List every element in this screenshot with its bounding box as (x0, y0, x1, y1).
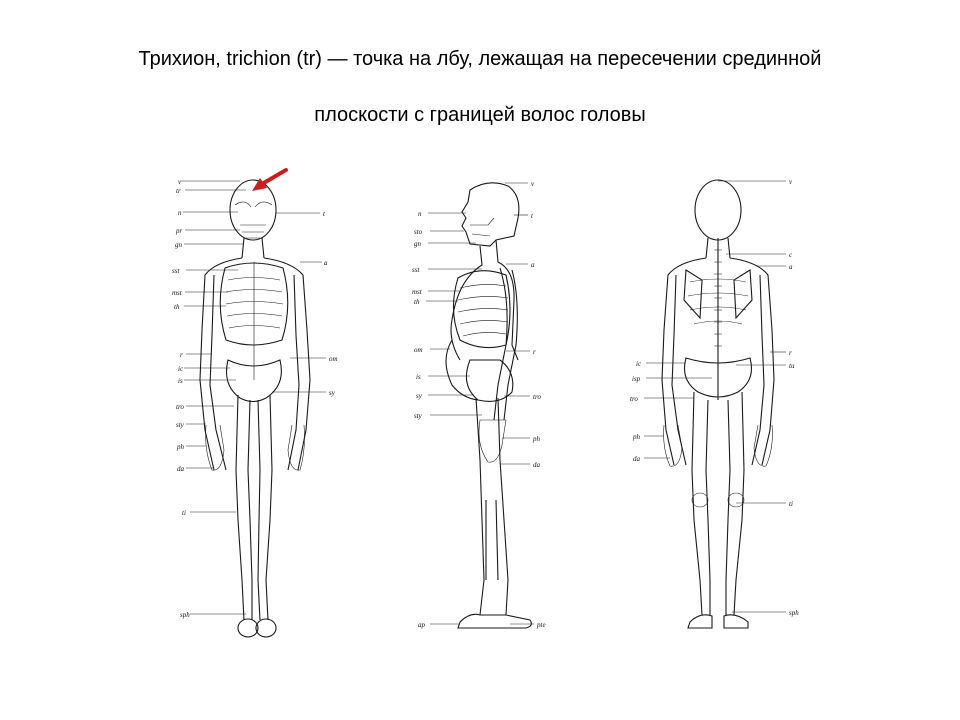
label-r: r (533, 348, 536, 356)
label-t: t (323, 210, 325, 218)
label-ic: ic (636, 360, 642, 368)
label-tu: tu (789, 362, 795, 370)
label-sto: sto (414, 228, 423, 236)
label-t: t (531, 212, 533, 220)
label-v: v (178, 178, 182, 186)
label-da: da (633, 455, 640, 463)
slide-title-line-2: плоскости с границей волос головы (314, 104, 646, 126)
label-om: om (414, 346, 423, 354)
front-skeleton-figure (181, 180, 326, 637)
label-tro: tro (630, 395, 638, 403)
label-sty: sty (414, 412, 422, 420)
label-ti: ti (789, 500, 793, 508)
label-mst: mst (412, 288, 422, 296)
label-sy: sy (329, 389, 335, 397)
label-gn: gn (414, 240, 421, 248)
label-is: is (178, 377, 183, 385)
label-da: da (177, 465, 184, 473)
label-a: a (789, 263, 793, 271)
label-pr: pr (176, 227, 183, 235)
label-tr: tr (176, 187, 181, 195)
label-r: r (180, 351, 183, 359)
label-th: th (414, 298, 420, 306)
label-c: c (789, 251, 793, 259)
label-pte: pte (537, 621, 546, 629)
label-da: da (533, 461, 540, 469)
label-tro: tro (176, 403, 184, 411)
side-labels (412, 180, 546, 629)
label-a: a (324, 259, 328, 267)
label-ph: ph (533, 435, 540, 443)
label-ph: ph (177, 443, 184, 451)
label-is: is (416, 373, 421, 381)
slide-title-line-1: Трихион, trichion (tr) — точка на лбу, лежащая на пересечении срединной (138, 48, 822, 70)
label-om: om (329, 355, 338, 363)
label-mst: mst (172, 289, 182, 297)
label-gn: gn (175, 241, 182, 249)
label-th: th (174, 303, 180, 311)
label-sst: sst (412, 266, 420, 274)
back-labels (630, 178, 799, 617)
label-ph: ph (633, 433, 640, 441)
label-n: n (178, 209, 182, 217)
label-r: r (789, 349, 792, 357)
label-sph: sph (789, 609, 799, 617)
side-skeleton-figure (426, 183, 534, 628)
label-ti: ti (182, 509, 186, 517)
label-isp: isp (632, 375, 641, 383)
label-n: n (418, 210, 422, 218)
label-tro: tro (533, 393, 541, 401)
label-ic: ic (178, 365, 184, 373)
label-a: a (531, 261, 535, 269)
label-sy: sy (416, 392, 422, 400)
label-v: v (789, 178, 793, 186)
label-sph: sph (180, 611, 190, 619)
back-skeleton-figure (644, 180, 786, 628)
label-sty: sty (176, 421, 184, 429)
label-v: v (531, 180, 535, 188)
label-ap: ap (418, 621, 425, 629)
label-sst: sst (172, 267, 180, 275)
